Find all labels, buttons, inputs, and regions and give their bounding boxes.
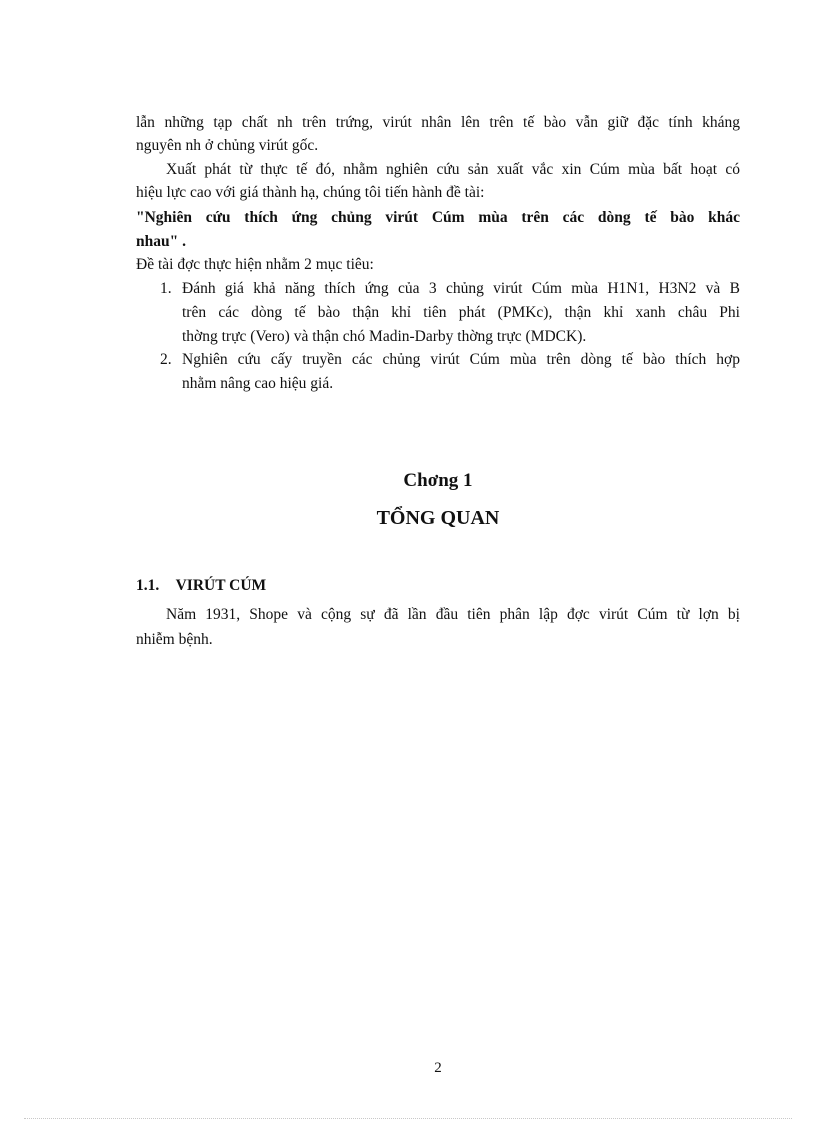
section-heading [136,577,266,595]
section-para-line-1: Năm 1931, Shope và cộng sự đã lần đầu tiên phân lập đợc virút Cúm từ lợn bị [166,606,740,623]
intro-line-4: hiệu lực cao với giá thành hạ, chúng tôi tiến hành đề tài: [136,184,485,201]
page-number: 2 [434,1060,442,1076]
chapter-title: TỔNG QUAN [376,507,500,529]
objective-text-line: nhằm nâng cao hiệu giá. [182,375,334,392]
objective-text-line: Nghiên cứu cấy truyền các chủng virút Cúm mùa trên dòng tế bào thích hợp [182,351,740,368]
objectives-intro: Đề tài đợc thực hiện nhằm 2 mục tiêu: [136,256,374,273]
intro-line-3: Xuất phát từ thực tế đó, nhằm nghiên cứu sản xuất vắc xin Cúm mùa bất hoạt có [166,161,740,178]
section-para-line-2: nhiễm bệnh. [136,631,213,648]
intro-line-2: nguyên nh ở chủng virút gốc. [136,137,319,154]
page-bottom-dotted-border [24,1118,792,1119]
intro-line-1: lẫn những tạp chất nh trên trứng, virút nhân lên trên tế bào vẫn giữ đặc tính kháng [136,114,740,131]
section-number: 1.1. [136,577,160,594]
objective-number: 2. [160,351,172,368]
thesis-title-line-2: nhau" . [136,233,186,250]
objective-text-line: trên các dòng tế bào thận khỉ tiên phát (PMKc), thận khỉ xanh châu Phi [182,304,740,321]
objective-number: 1. [160,280,172,297]
chapter-label: Chơng 1 [403,470,473,491]
section-title: VIRÚT CÚM [175,577,267,594]
objective-text-line: Đánh giá khả năng thích ứng của 3 chủng virút Cúm mùa H1N1, H3N2 và B [182,280,740,297]
thesis-title-line-1: "Nghiên cứu thích ứng chủng virút Cúm mùa trên các dòng tế bào khác [136,209,740,226]
objective-text-line: thờng trực (Vero) và thận chó Madin-Darby thờng trực (MDCK). [182,328,587,345]
